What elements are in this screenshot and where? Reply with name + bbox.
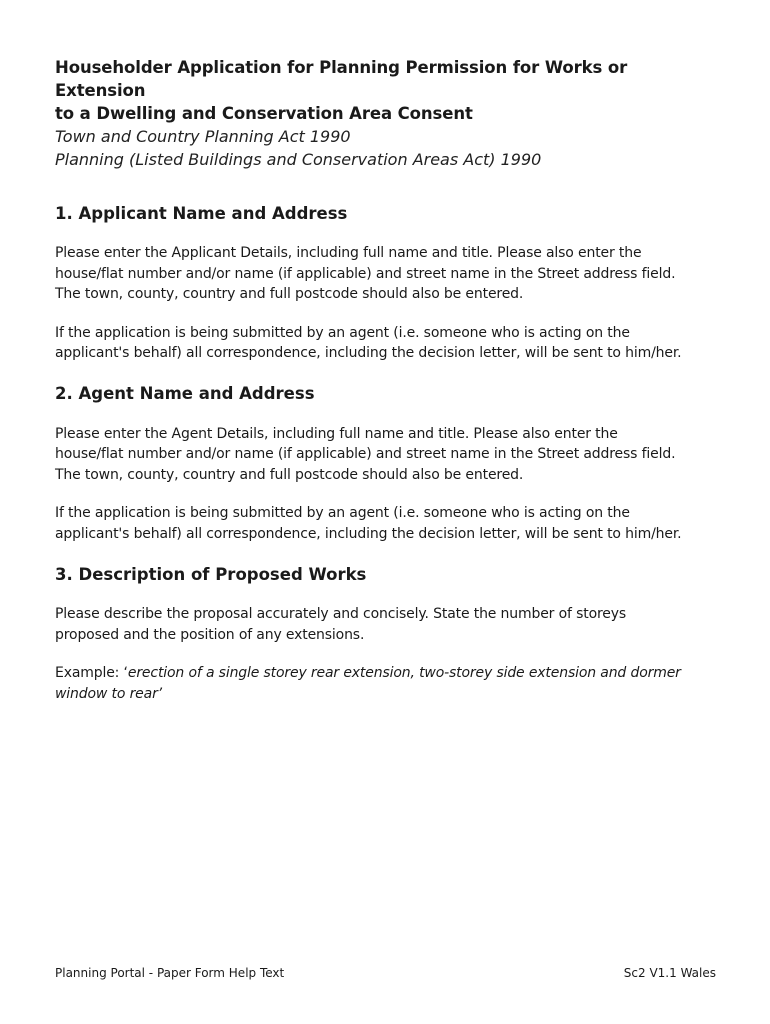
paragraph [55,243,720,305]
paragraph-line: house/flat number and/or name (if applicable) and street name in the Street address field. [55,265,676,282]
footer-right-text: Sc2 V1.1 Wales [623,966,716,980]
paragraph [55,424,720,486]
section-proposed-works [55,564,720,704]
example-line-2: window to rear’ [55,685,162,702]
paragraph [55,503,720,544]
section-applicant [55,203,720,364]
paragraph-line: Please enter the Applicant Details, including full name and title. Please also enter the [55,245,642,261]
paragraph-line: applicant's behalf) all correspondence, including the decision letter, will be sent to him/her. [55,345,682,361]
paragraph-line: Please enter the Agent Details, including full name and title. Please also enter the [55,425,618,442]
paragraph-line: proposed and the position of any extensions. [55,626,365,643]
section-heading: 2. Agent Name and Address [55,383,315,403]
paragraph [55,604,720,645]
document-title-line-1: Householder Application for Planning Permission for Works or Extension [55,58,628,100]
paragraph [55,323,720,364]
example-line-1 [55,663,720,684]
section-heading: 3. Description of Proposed Works [55,565,367,584]
document-title-line-2: to a Dwelling and Conservation Area Consent [55,104,473,123]
section-agent [55,383,720,545]
page-footer [55,965,716,981]
paragraph-line: house/flat number and/or name (if applicable) and street name in the Street address field. [55,446,676,462]
example-paragraph [55,663,720,704]
example-label: Example: ‘ [55,665,128,681]
act-reference-2: Planning (Listed Buildings and Conservation Areas Act) 1990 [55,150,542,169]
paragraph-line: Please describe the proposal accurately and concisely. State the number of storeys [55,606,627,622]
paragraph-line: The town, county, country and full postcode should also be entered. [55,466,524,483]
document-header [55,56,720,171]
document-page [55,56,720,704]
act-reference-1: Town and Country Planning Act 1990 [55,127,351,146]
paragraph-line: If the application is being submitted by an agent (i.e. someone who is acting on the [55,324,630,341]
paragraph-line: If the application is being submitted by an agent (i.e. someone who is acting on the [55,505,630,521]
section-heading: 1. Applicant Name and Address [55,204,348,223]
example-text: erection of a single storey rear extension, two-storey side extension and dormer [127,665,681,681]
footer-left-text: Planning Portal - Paper Form Help Text [55,966,285,980]
paragraph-line: The town, county, country and full postcode should also be entered. [55,286,524,302]
paragraph-line: applicant's behalf) all correspondence, including the decision letter, will be sent to him/her. [55,525,682,542]
